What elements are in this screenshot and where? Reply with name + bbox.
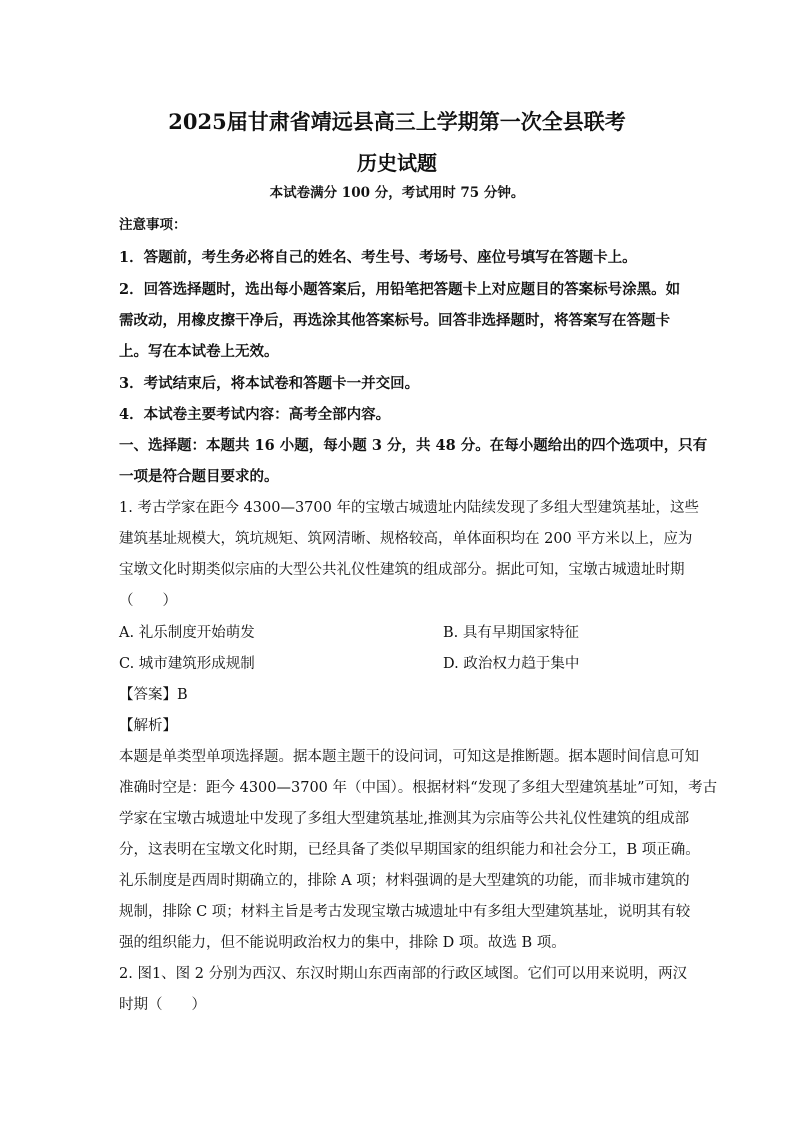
analysis-line: 学家在宝墩古城遗址中发现了多组大型建筑基址,推测其为宗庙等公共礼仪性建筑的组成部: [119, 811, 690, 827]
analysis-line: 强的组织能力，但不能说明政治权力的集中，排除 D 项。故选 B 项。: [119, 935, 566, 951]
question-1-blank: （ ）: [119, 593, 177, 609]
exam-subtitle: 历史试题: [357, 151, 437, 175]
question-1-option-b: B. 具有早期国家特征: [443, 625, 579, 641]
analysis-line: 礼乐制度是西周时期确立的，排除 A 项；材料强调的是大型建筑的功能，而非城市建筑的: [119, 873, 690, 889]
analysis-line: 规制，排除 C 项；材料主旨是考古发现宝墩古城遗址中有多组大型建筑基址，说明其有较: [119, 904, 691, 920]
question-2-stem: 2. 图1、图 2 分别为西汉、东汉时期山东西南部的行政区域图。它们可以用来说明，两汉: [119, 966, 688, 982]
question-1-stem: 1. 考古学家在距今 4300—3700 年的宝墩古城遗址内陆续发现了多组大型建筑基址，这些: [119, 500, 699, 516]
notes-heading: 注意事项：: [119, 217, 187, 233]
section-heading: 一项是符合题目要求的。: [119, 468, 279, 485]
question-1-stem: 建筑基址规模大，筑坑规矩、筑网清晰、规格较高，单体面积均在 200 平方米以上，应为: [119, 531, 693, 547]
question-2-stem: 时期（ ）: [119, 997, 206, 1013]
note-line: 上。写在本试卷上无效。: [119, 343, 279, 360]
analysis-line: 准确时空是：距今 4300—3700 年（中国）。根据材料“发现了多组大型建筑基址”可知，考古: [119, 780, 718, 796]
exam-title: 2025届甘肃省靖远县高三上学期第一次全县联考: [168, 109, 626, 134]
question-1-option-c: C. 城市建筑形成规制: [119, 656, 255, 672]
note-line: 3．考试结束后，将本试卷和答题卡一并交回。: [119, 375, 420, 392]
analysis-line: 分，这表明在宝墩文化时期，已经具备了类似早期国家的组织能力和社会分工，B 项正确。: [119, 842, 700, 858]
section-heading: 一、选择题：本题共 16 小题，每小题 3 分，共 48 分。在每小题给出的四个选项中，只有: [119, 437, 708, 454]
question-1-option-d: D. 政治权力趋于集中: [443, 656, 580, 672]
question-1-analysis-heading: 【解析】: [119, 718, 177, 734]
note-line: 需改动，用橡皮擦干净后，再选涂其他答案标号。回答非选择题时，将答案写在答题卡: [119, 312, 670, 329]
question-1-answer: 【答案】B: [119, 687, 188, 703]
question-1-stem: 宝墩文化时期类似宗庙的大型公共礼仪性建筑的组成部分。据此可知，宝墩古城遗址时期: [119, 562, 685, 578]
note-line: 4．本试卷主要考试内容：高考全部内容。: [119, 406, 391, 423]
note-line: 1．答题前，考生务必将自己的姓名、考生号、考场号、座位号填写在答题卡上。: [119, 249, 637, 266]
note-line: 2．回答选择题时，选出每小题答案后，用铅笔把答题卡上对应题目的答案标号涂黑。如: [119, 281, 681, 298]
analysis-line: 本题是单类型单项选择题。据本题主题干的设问词，可知这是推断题。据本题时间信息可知: [119, 749, 699, 765]
question-1-option-a: A. 礼乐制度开始萌发: [119, 625, 255, 641]
exam-info: 本试卷满分 100 分，考试用时 75 分钟。: [269, 185, 525, 201]
